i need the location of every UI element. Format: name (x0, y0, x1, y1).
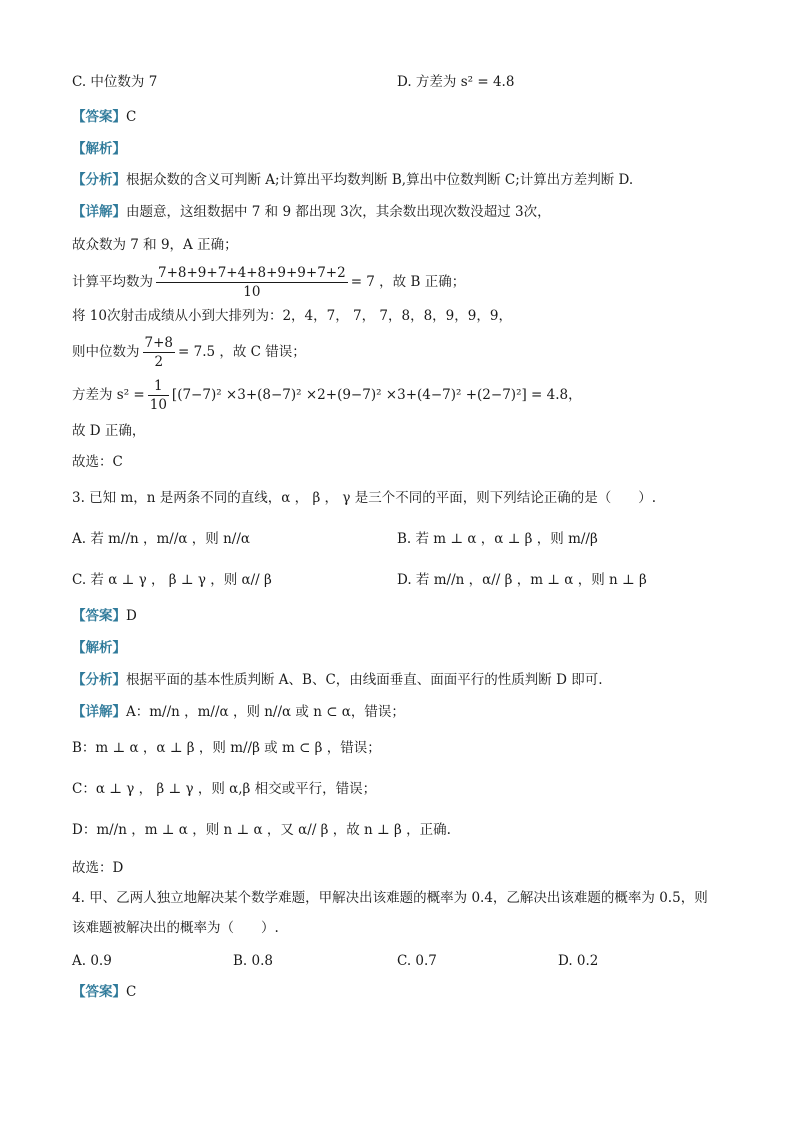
analysis-tag: 【解析】 (72, 640, 126, 656)
q3-option-d: D. 若 m//n ，α// β ，m ⊥ α ，则 n ⊥ β (397, 572, 647, 588)
mean-denominator: 10 (156, 282, 348, 301)
median-prefix: 则中位数为 (72, 344, 140, 360)
xiangjie-a-text: A：m//n ，m//α ，则 n//α 或 n ⊂ α，错误； (126, 704, 405, 720)
mean-fraction (156, 264, 348, 301)
mean-numerator: 7+8+9+7+4+8+9+9+7+2 (158, 265, 346, 281)
variance-fraction (148, 377, 169, 414)
analysis-tag: 【解析】 (72, 141, 126, 157)
mean-suffix: = 7 ，故 B 正确； (350, 274, 466, 290)
variance-expression: [(7−7)² ×3+(8−7)² ×2+(9−7)² ×3+(4−7)² +(2−7)²] = 4.8， (171, 387, 582, 403)
answer-tag: 【答案】 (72, 984, 126, 1000)
q3-xiangjie-a (72, 702, 405, 722)
q3-xiangjie-b: B：m ⊥ α ，α ⊥ β ，则 m//β 或 m ⊂ β ，错误； (72, 740, 381, 756)
q3-option-b: B. 若 m ⊥ α ，α ⊥ β ，则 m//β (397, 531, 598, 547)
q3-answer-line (72, 606, 137, 626)
q2-option-d: D. 方差为 s² = 4.8 (397, 74, 515, 90)
fenxi-text: 根据众数的含义可判断 A;计算出平均数判断 B,算出中位数判断 C;计算出方差判断 D. (126, 172, 634, 188)
q2-fenxi-line (72, 170, 633, 190)
median-numerator: 7+8 (144, 335, 173, 351)
fenxi-tag: 【分析】 (72, 172, 126, 188)
q4-option-d: D. 0.2 (558, 953, 599, 969)
q3-xiangjie-d: D：m//n ，m ⊥ α ，则 n ⊥ α ，又 α// β ，故 n ⊥ β ，正确. (72, 822, 451, 838)
xiangjie-text: 由题意，这组数据中 7 和 9 都出现 3次，其余数出现次数没超过 3次， (126, 204, 551, 220)
q2-variance-line (72, 375, 582, 415)
xiangjie-tag: 【详解】 (72, 704, 126, 720)
q3-fenxi-line (72, 670, 603, 690)
q2-option-c: C. 中位数为 7 (72, 74, 158, 90)
variance-prefix: 方差为 s² = (72, 387, 145, 403)
q3-choose: 故选：D (72, 860, 124, 876)
q4-stem-line-2: 该难题被解决出的概率为（ ）. (72, 920, 279, 936)
variance-numerator: 1 (154, 378, 163, 394)
q3-analysis-line (72, 638, 126, 658)
q2-mode-line: 故众数为 7 和 9，A 正确； (72, 237, 238, 253)
q4-option-a: A. 0.9 (72, 953, 112, 969)
answer-value: C (126, 109, 137, 125)
xiangjie-tag: 【详解】 (72, 204, 126, 220)
median-fraction (143, 334, 176, 371)
mean-prefix: 计算平均数为 (72, 274, 153, 290)
q2-variance-conclusion: 故 D 正确， (72, 423, 146, 439)
q2-choose: 故选：C (72, 454, 123, 470)
q3-option-a: A. 若 m//n ，m//α ，则 n//α (72, 531, 251, 547)
variance-denominator: 10 (149, 397, 167, 413)
q4-answer-line (72, 982, 136, 1002)
q3-xiangjie-c: C：α ⊥ γ ， β ⊥ γ ，则 α,β 相交或平行，错误； (72, 781, 377, 797)
q4-option-c: C. 0.7 (397, 953, 437, 969)
fenxi-text: 根据平面的基本性质判断 A、B、C，由线面垂直、面面平行的性质判断 D 即可. (126, 672, 603, 688)
q2-mean-line (72, 262, 465, 302)
q2-xiangjie-line (72, 202, 551, 222)
answer-tag: 【答案】 (72, 608, 126, 624)
q4-stem-line-1: 4. 甲、乙两人独立地解决某个数学难题，甲解决出该难题的概率为 0.4，乙解决出该难题的概率为 0.5，则 (72, 890, 708, 906)
q3-stem: 3. 已知 m，n 是两条不同的直线，α ， β ， γ 是三个不同的平面，则下列结论正确的是（ ）. (72, 490, 656, 506)
q4-option-b: B. 0.8 (233, 953, 273, 969)
q2-sorted-line: 将 10次射击成绩从小到大排列为：2，4，7， 7， 7，8，8，9，9，9， (72, 308, 512, 324)
q2-answer-line (72, 107, 136, 127)
q2-median-line (72, 332, 306, 372)
fenxi-tag: 【分析】 (72, 672, 126, 688)
answer-value: C (126, 984, 137, 1000)
median-denominator: 2 (143, 352, 176, 371)
q2-analysis-line (72, 139, 126, 159)
median-suffix: = 7.5 ，故 C 错误； (178, 344, 306, 360)
answer-tag: 【答案】 (72, 109, 126, 125)
answer-value: D (126, 608, 137, 624)
q3-option-c: C. 若 α ⊥ γ ， β ⊥ γ ，则 α// β (72, 572, 272, 588)
